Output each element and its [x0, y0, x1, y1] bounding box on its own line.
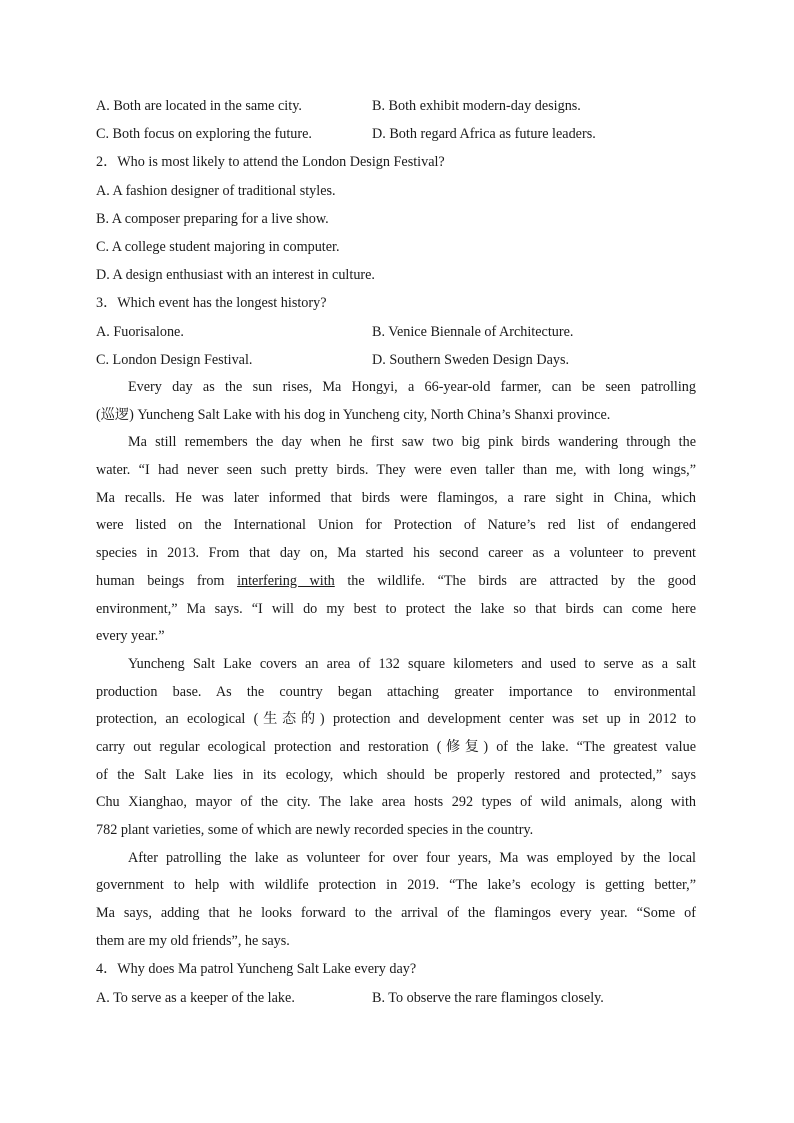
q4-stem: 4．Why does Ma patrol Yuncheng Salt Lake every day? — [96, 961, 417, 978]
passage-line: After patrolling the lake as volunteer for over four years, Ma was employed by the local — [128, 849, 696, 866]
q4-option-b: B. To observe the rare flamingos closely. — [372, 990, 604, 1007]
q1-option-b: B. Both exhibit modern-day designs. — [372, 98, 581, 114]
q1-option-a: A. Both are located in the same city. — [96, 98, 302, 114]
passage-line: them are my old friends”, he says. — [96, 932, 290, 949]
passage-text: human beings from — [96, 572, 238, 589]
q4-options-row-1 — [96, 984, 696, 1012]
passage-line: Chu Xianghao, mayor of the city. The lake area hosts 292 types of wild animals, along with — [96, 794, 696, 811]
passage-line: Ma recalls. He was later informed that birds were flamingos, a rare sight in China, which — [96, 489, 696, 506]
q1-option-c: C. Both focus on exploring the future. — [96, 126, 312, 142]
q3-option-b: B. Venice Biennale of Architecture. — [372, 324, 574, 340]
passage-line: carry out regular ecological protection and restoration (修复) of the lake. “The greatest value — [96, 738, 696, 755]
passage-line: protection, an ecological (生态的) protection and development center was set up in 2012 to — [96, 711, 696, 728]
passage-paragraph-2 — [96, 429, 696, 651]
q2-option-c: C. A college student majoring in computer. — [96, 239, 340, 255]
q2-option-b: B. A composer preparing for a live show. — [96, 211, 329, 227]
passage-line: production base. As the country began attaching greater importance to environmental — [96, 683, 696, 700]
passage-line: (巡逻) Yuncheng Salt Lake with his dog in Yuncheng city, North China’s Shanxi province. — [96, 406, 611, 423]
q3-stem: 3．Which event has the longest history? — [96, 295, 327, 311]
underlined-phrase: interfering with — [237, 572, 335, 589]
q3-option-d: D. Southern Sweden Design Days. — [372, 352, 570, 368]
q1-options-row-1 — [96, 92, 696, 120]
q1-option-d: D. Both regard Africa as future leaders. — [372, 126, 596, 142]
passage-line: environment,” Ma says. “I will do my best to protect the lake so that birds can come here — [96, 600, 696, 617]
passage-line: Yuncheng Salt Lake covers an area of 132 square kilometers and used to serve as a salt — [128, 655, 696, 672]
q3-options-row-1 — [96, 318, 696, 346]
q2-option-d: D. A design enthusiast with an interest in culture. — [96, 267, 375, 283]
passage-line: of the Salt Lake lies in its ecology, which should be properly restored and protected,” says — [96, 766, 696, 783]
passage-paragraph-4 — [96, 845, 696, 956]
passage-line: Ma still remembers the day when he first saw two big pink birds wandering through the — [128, 434, 696, 451]
q2-option-a: A. A fashion designer of traditional styles. — [96, 183, 336, 199]
passage-paragraph-3 — [96, 651, 696, 845]
q3-options-row-2 — [96, 346, 696, 374]
document-page — [96, 92, 696, 1012]
passage-line: Ma says, adding that he looks forward to the arrival of the flamingos every year. “Some of — [96, 905, 696, 922]
passage-line: every year.” — [96, 628, 165, 645]
q3-option-a: A. Fuorisalone. — [96, 324, 184, 340]
passage-line: were listed on the International Union for Protection of Nature’s red list of endangered — [96, 517, 696, 534]
passage-line: species in 2013. From that day on, Ma started his second career as a volunteer to prevent — [96, 545, 696, 562]
q3-option-c: C. London Design Festival. — [96, 352, 253, 368]
passage-line: government to help with wildlife protection in 2019. “The lake’s ecology is getting better,” — [96, 877, 696, 894]
passage-line: Every day as the sun rises, Ma Hongyi, a 66-year-old farmer, can be seen patrolling — [128, 379, 696, 395]
q2-stem: 2．Who is most likely to attend the London Design Festival? — [96, 154, 445, 170]
passage-line: 782 plant varieties, some of which are newly recorded species in the country. — [96, 822, 534, 838]
q1-options-row-2 — [96, 120, 696, 148]
passage-line: water. “I had never seen such pretty birds. They were even taller than me, with long wings,” — [96, 462, 696, 479]
q4-option-a: A. To serve as a keeper of the lake. — [96, 990, 295, 1007]
passage-text: the wildlife. “The birds are attracted by the good — [334, 572, 696, 589]
passage-line-with-underline — [96, 568, 696, 596]
passage-paragraph-1 — [96, 374, 696, 429]
